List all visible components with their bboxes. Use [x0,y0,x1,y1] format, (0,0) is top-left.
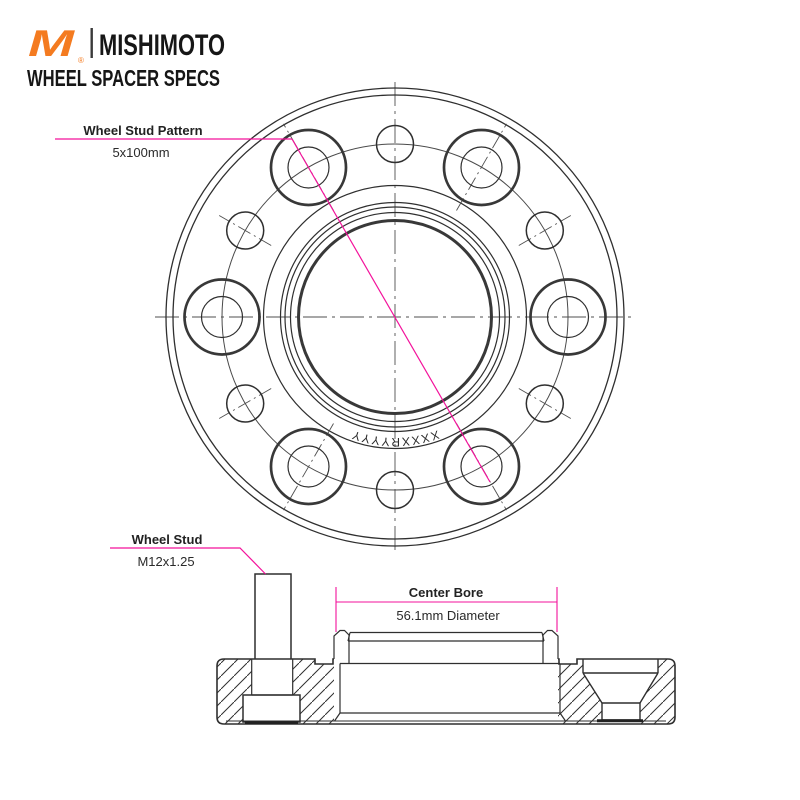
part-number: XXXXRYYYY [348,427,442,449]
stud-shaft [255,574,291,659]
center-bore-label: Center Bore [408,585,484,600]
mishimoto-m-icon: M [28,23,76,64]
spacer-plate-outline [217,659,675,724]
sheet-title: WHEEL SPACER SPECS [27,65,220,91]
hub-ring-profile [334,631,566,722]
wheel-stud-value: M12x1.25 [137,554,195,569]
center-bore-annotation [336,585,557,632]
brand-logo [27,23,225,91]
center-bore-value: 56.1mm Diameter [396,608,500,623]
stud-pattern-leader-lines [55,139,490,482]
stud-pattern-value: 5x100mm [112,145,170,160]
stud-head [243,695,300,722]
brand-name: MISHIMOTO [99,29,225,62]
wheel-stud [243,574,300,723]
stud-spline-section [252,659,293,695]
wheel-stud-label: Wheel Stud [131,532,203,547]
registered-trademark: ® [78,56,84,65]
section-hatching [217,659,675,724]
wheel-stud-annotation [110,532,266,574]
stud-pattern-label: Wheel Stud Pattern [83,123,203,138]
logo-divider [91,28,93,58]
